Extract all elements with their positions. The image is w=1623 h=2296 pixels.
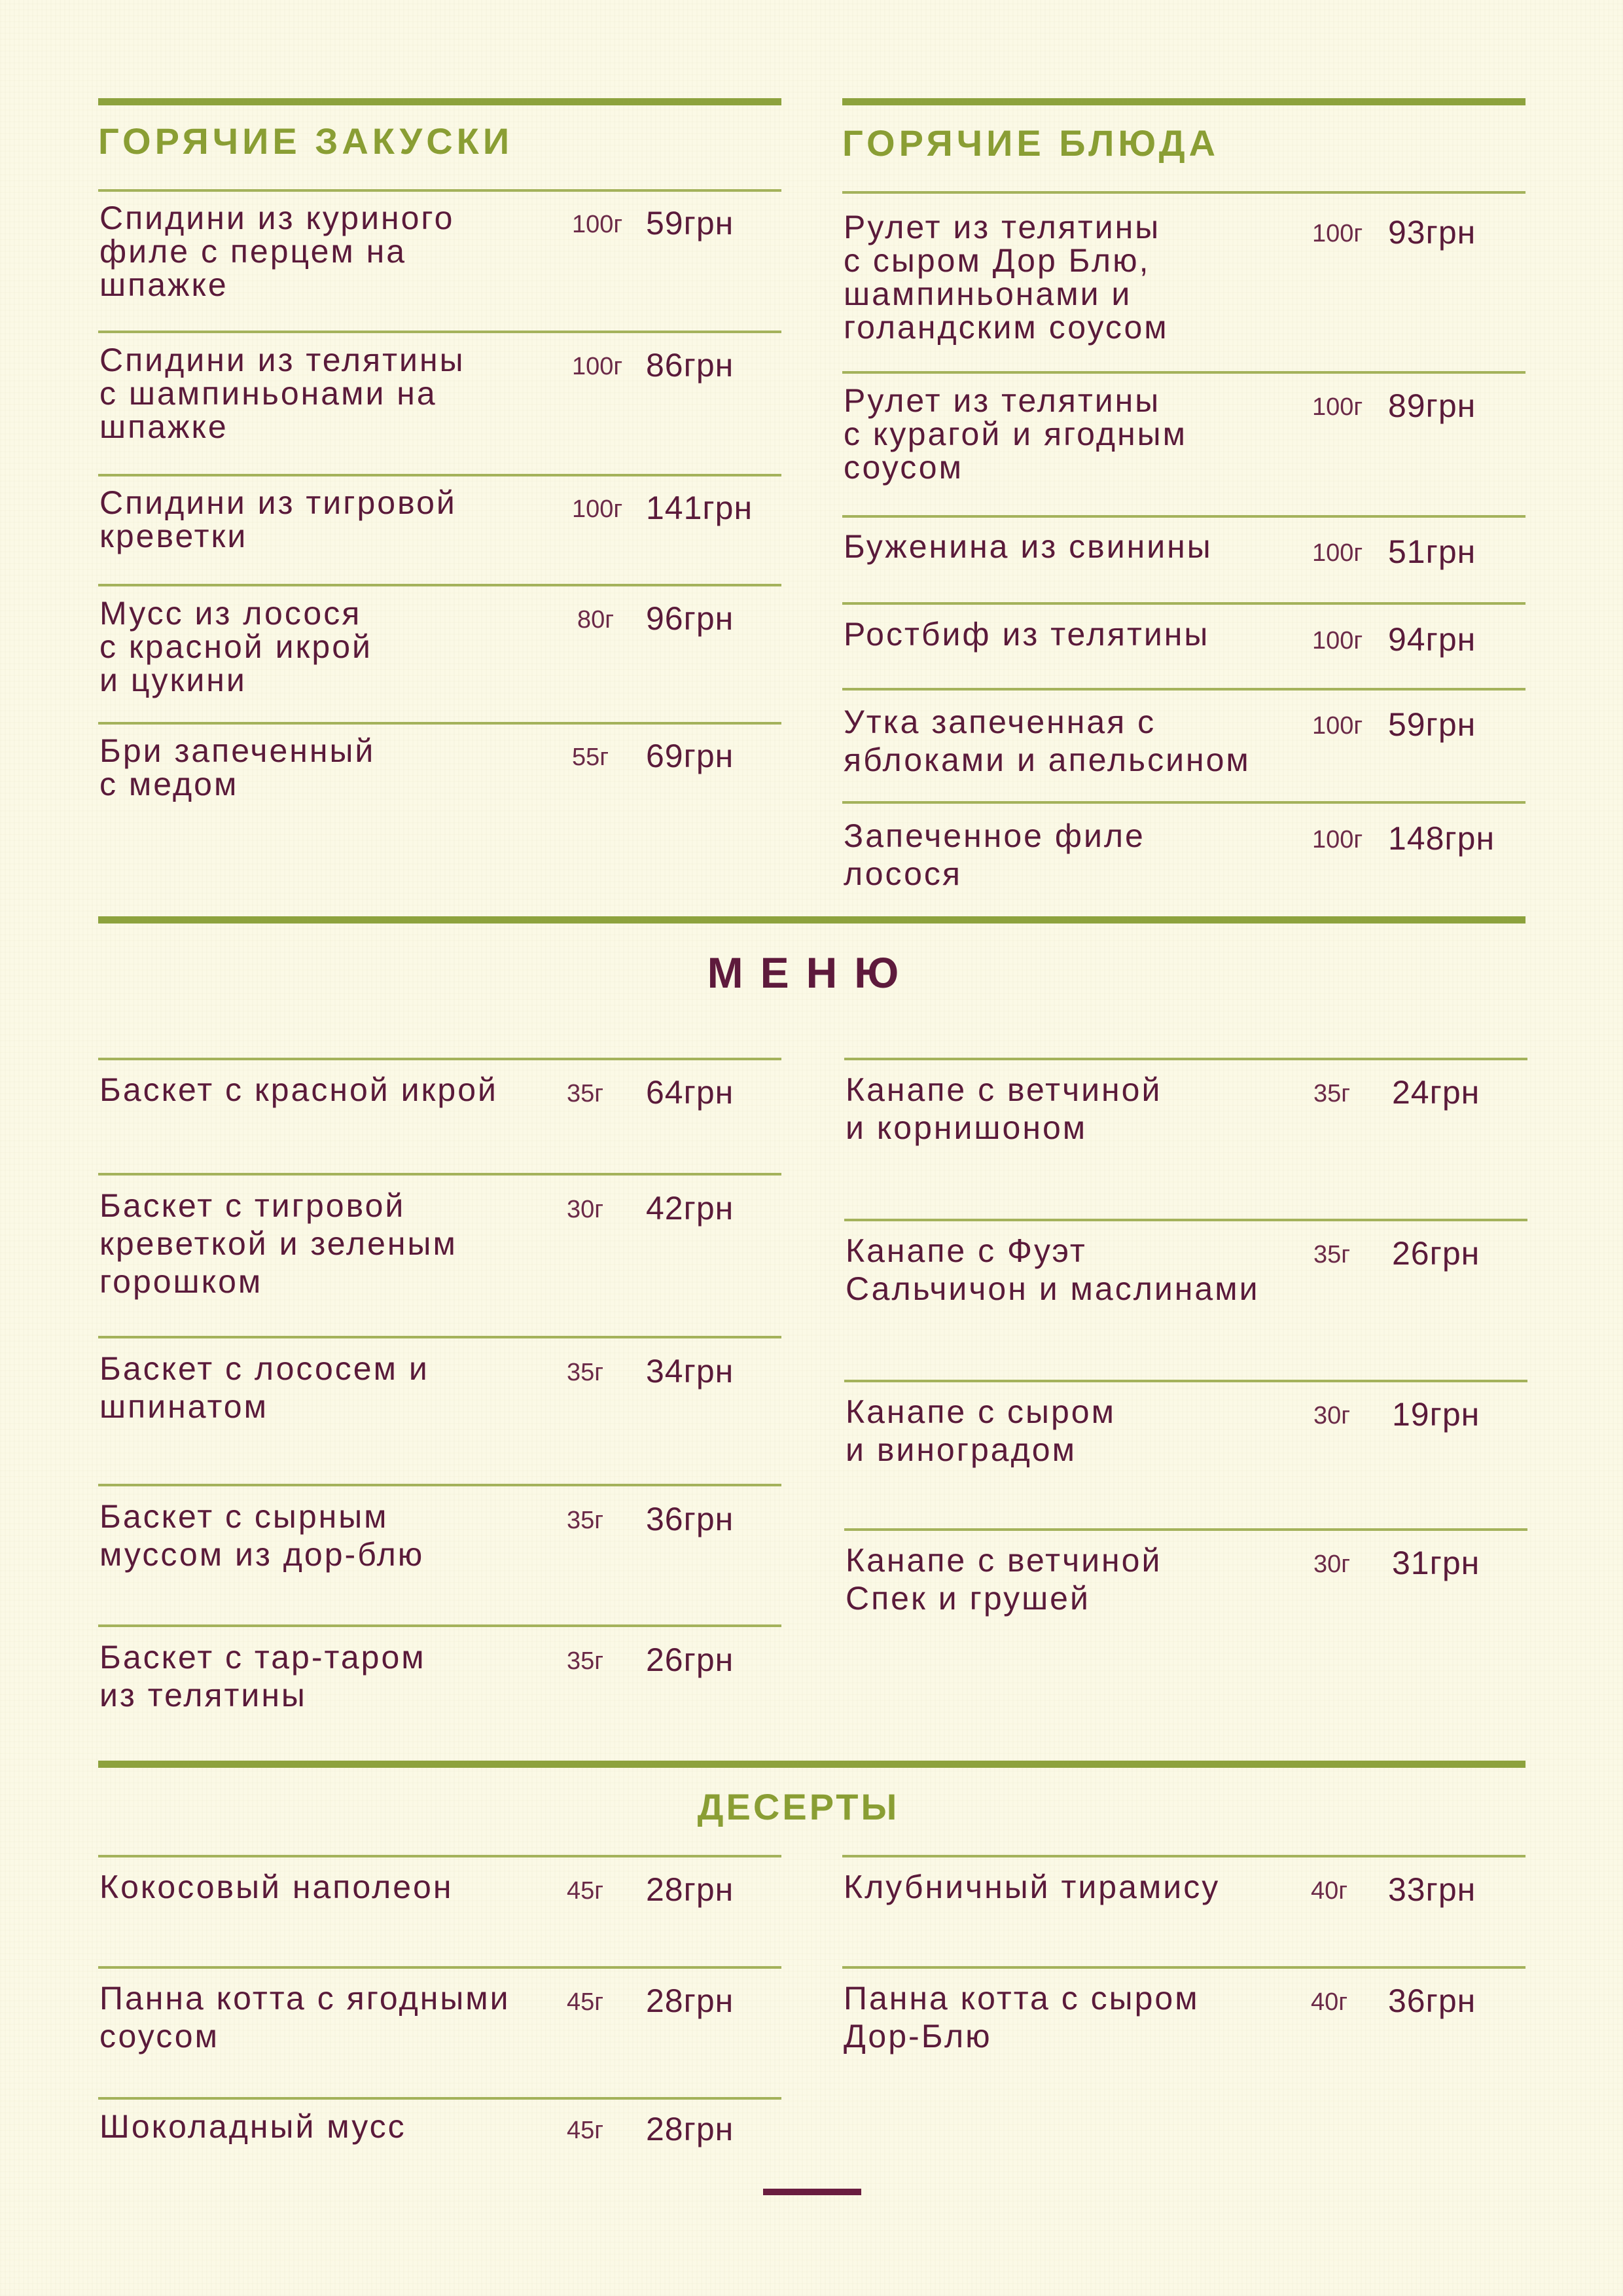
item-price: 86грн xyxy=(646,347,734,384)
item-weight: 40г xyxy=(1311,1877,1348,1905)
divider-desserts xyxy=(98,1761,1525,1768)
row-divider xyxy=(98,722,781,725)
row-divider xyxy=(842,371,1525,374)
divider-top-left xyxy=(98,98,781,105)
item-weight: 30г xyxy=(1313,1402,1351,1429)
section-title-hot-dishes: ГОРЯЧИЕ БЛЮДА xyxy=(842,122,1220,164)
item-weight: 35г xyxy=(1313,1080,1351,1107)
item-price: 93грн xyxy=(1388,214,1476,251)
item-price: 19грн xyxy=(1392,1396,1480,1433)
item-name: Канапе с Фуэт Сальчичон и маслинами xyxy=(846,1232,1260,1307)
item-weight: 35г xyxy=(567,1080,604,1107)
item-price: 96грн xyxy=(646,600,734,637)
item-name: Ростбиф из телятины xyxy=(844,616,1210,653)
item-weight: 30г xyxy=(1313,1551,1351,1578)
item-price: 26грн xyxy=(646,1641,734,1678)
item-weight: 35г xyxy=(567,1647,604,1675)
footer-divider xyxy=(763,2189,861,2195)
row-divider xyxy=(98,331,781,333)
row-divider xyxy=(842,191,1525,194)
item-name: Спидини из тигровой креветки xyxy=(99,484,457,554)
item-price: 148грн xyxy=(1388,820,1495,857)
row-divider xyxy=(844,1380,1527,1382)
item-price: 51грн xyxy=(1388,533,1476,570)
row-divider xyxy=(844,1219,1527,1221)
item-price: 36грн xyxy=(646,1501,734,1537)
row-divider xyxy=(98,1624,781,1627)
row-divider xyxy=(98,2097,781,2100)
item-name: Спидини из куриного филе с перцем на шпажке xyxy=(99,200,455,303)
row-divider xyxy=(98,189,781,192)
row-divider xyxy=(98,474,781,476)
item-name: Запеченное филе лосося xyxy=(844,817,1145,892)
item-name: Панна котта с ягодными соусом xyxy=(99,1980,510,2054)
item-price: 31грн xyxy=(1392,1545,1480,1581)
item-weight: 35г xyxy=(567,1507,604,1534)
divider-menu xyxy=(98,916,1525,924)
item-price: 34грн xyxy=(646,1353,734,1390)
item-name: Рулет из телятины с курагой и ягодным соусом xyxy=(844,382,1187,486)
item-name: Рулет из телятины с сыром Дор Блю, шампиньонами и голандским соусом xyxy=(844,209,1169,346)
row-divider xyxy=(98,1173,781,1175)
item-name: Баскет с красной икрой xyxy=(99,1071,498,1108)
row-divider xyxy=(844,1528,1527,1531)
item-weight: 100г xyxy=(572,211,623,238)
row-divider xyxy=(842,688,1525,691)
row-divider xyxy=(842,1966,1525,1969)
item-name: Канапе с сыром и виноградом xyxy=(846,1393,1116,1468)
item-name: Баскет с лососем и шпинатом xyxy=(99,1350,429,1425)
item-name: Панна котта с сыром Дор-Блю xyxy=(844,1980,1200,2054)
item-weight: 100г xyxy=(572,495,623,523)
item-name: Буженина из свинины xyxy=(844,528,1213,565)
item-price: 36грн xyxy=(1388,1982,1476,2019)
item-weight: 45г xyxy=(567,2117,604,2144)
item-price: 42грн xyxy=(646,1190,734,1227)
item-weight: 100г xyxy=(1312,712,1363,740)
item-weight: 35г xyxy=(1313,1241,1351,1268)
item-name: Шоколадный мусс xyxy=(99,2108,406,2145)
row-divider xyxy=(842,602,1525,605)
item-weight: 100г xyxy=(1312,220,1363,247)
item-price: 141грн xyxy=(646,490,753,526)
item-name: Утка запеченная с яблоками и апельсином xyxy=(844,704,1251,778)
section-title-desserts: ДЕСЕРТЫ xyxy=(697,1786,900,1827)
item-price: 28грн xyxy=(646,1871,734,1908)
row-divider xyxy=(98,1484,781,1486)
section-title-hot-appetizers: ГОРЯЧИЕ ЗАКУСКИ xyxy=(98,120,514,162)
item-name: Баскет с тигровой креветкой и зеленым горошком xyxy=(99,1187,457,1300)
item-weight: 80г xyxy=(577,606,615,634)
row-divider xyxy=(842,801,1525,804)
row-divider xyxy=(98,1855,781,1857)
item-weight: 35г xyxy=(567,1359,604,1386)
item-price: 64грн xyxy=(646,1074,734,1111)
item-price: 24грн xyxy=(1392,1074,1480,1111)
item-weight: 100г xyxy=(1312,627,1363,655)
item-name: Канапе с ветчиной и корнишоном xyxy=(846,1071,1162,1146)
divider-top-right xyxy=(842,98,1525,105)
item-name: Клубничный тирамису xyxy=(844,1869,1221,1905)
item-price: 33грн xyxy=(1388,1871,1476,1908)
row-divider xyxy=(842,515,1525,518)
item-weight: 100г xyxy=(572,353,623,380)
item-price: 28грн xyxy=(646,2111,734,2147)
row-divider xyxy=(844,1058,1527,1060)
item-price: 26грн xyxy=(1392,1235,1480,1272)
item-price: 59грн xyxy=(646,205,734,242)
item-name: Баскет с тар-таром из телятины xyxy=(99,1639,426,1713)
item-weight: 30г xyxy=(567,1196,604,1223)
item-weight: 45г xyxy=(567,1988,604,2016)
item-price: 59грн xyxy=(1388,706,1476,743)
item-weight: 45г xyxy=(567,1877,604,1905)
item-weight: 100г xyxy=(1312,393,1363,421)
row-divider xyxy=(842,1855,1525,1857)
item-name: Мусс из лосося с красной икрой и цукини xyxy=(99,595,372,698)
row-divider xyxy=(98,1058,781,1060)
page-title: МЕНЮ xyxy=(707,948,916,997)
item-price: 89грн xyxy=(1388,387,1476,424)
item-name: Кокосовый наполеон xyxy=(99,1869,454,1905)
item-weight: 100г xyxy=(1312,539,1363,567)
item-price: 28грн xyxy=(646,1982,734,2019)
row-divider xyxy=(98,1336,781,1338)
item-weight: 55г xyxy=(572,744,609,771)
item-name: Бри запеченный с медом xyxy=(99,732,376,802)
item-name: Канапе с ветчиной Спек и грушей xyxy=(846,1542,1162,1617)
row-divider xyxy=(98,1966,781,1969)
item-weight: 40г xyxy=(1311,1988,1348,2016)
item-weight: 100г xyxy=(1312,826,1363,853)
row-divider xyxy=(98,584,781,586)
item-name: Спидини из телятины с шампиньонами на шпажке xyxy=(99,342,465,445)
item-name: Баскет с сырным муссом из дор-блю xyxy=(99,1498,425,1573)
item-price: 69грн xyxy=(646,738,734,774)
item-price: 94грн xyxy=(1388,621,1476,658)
